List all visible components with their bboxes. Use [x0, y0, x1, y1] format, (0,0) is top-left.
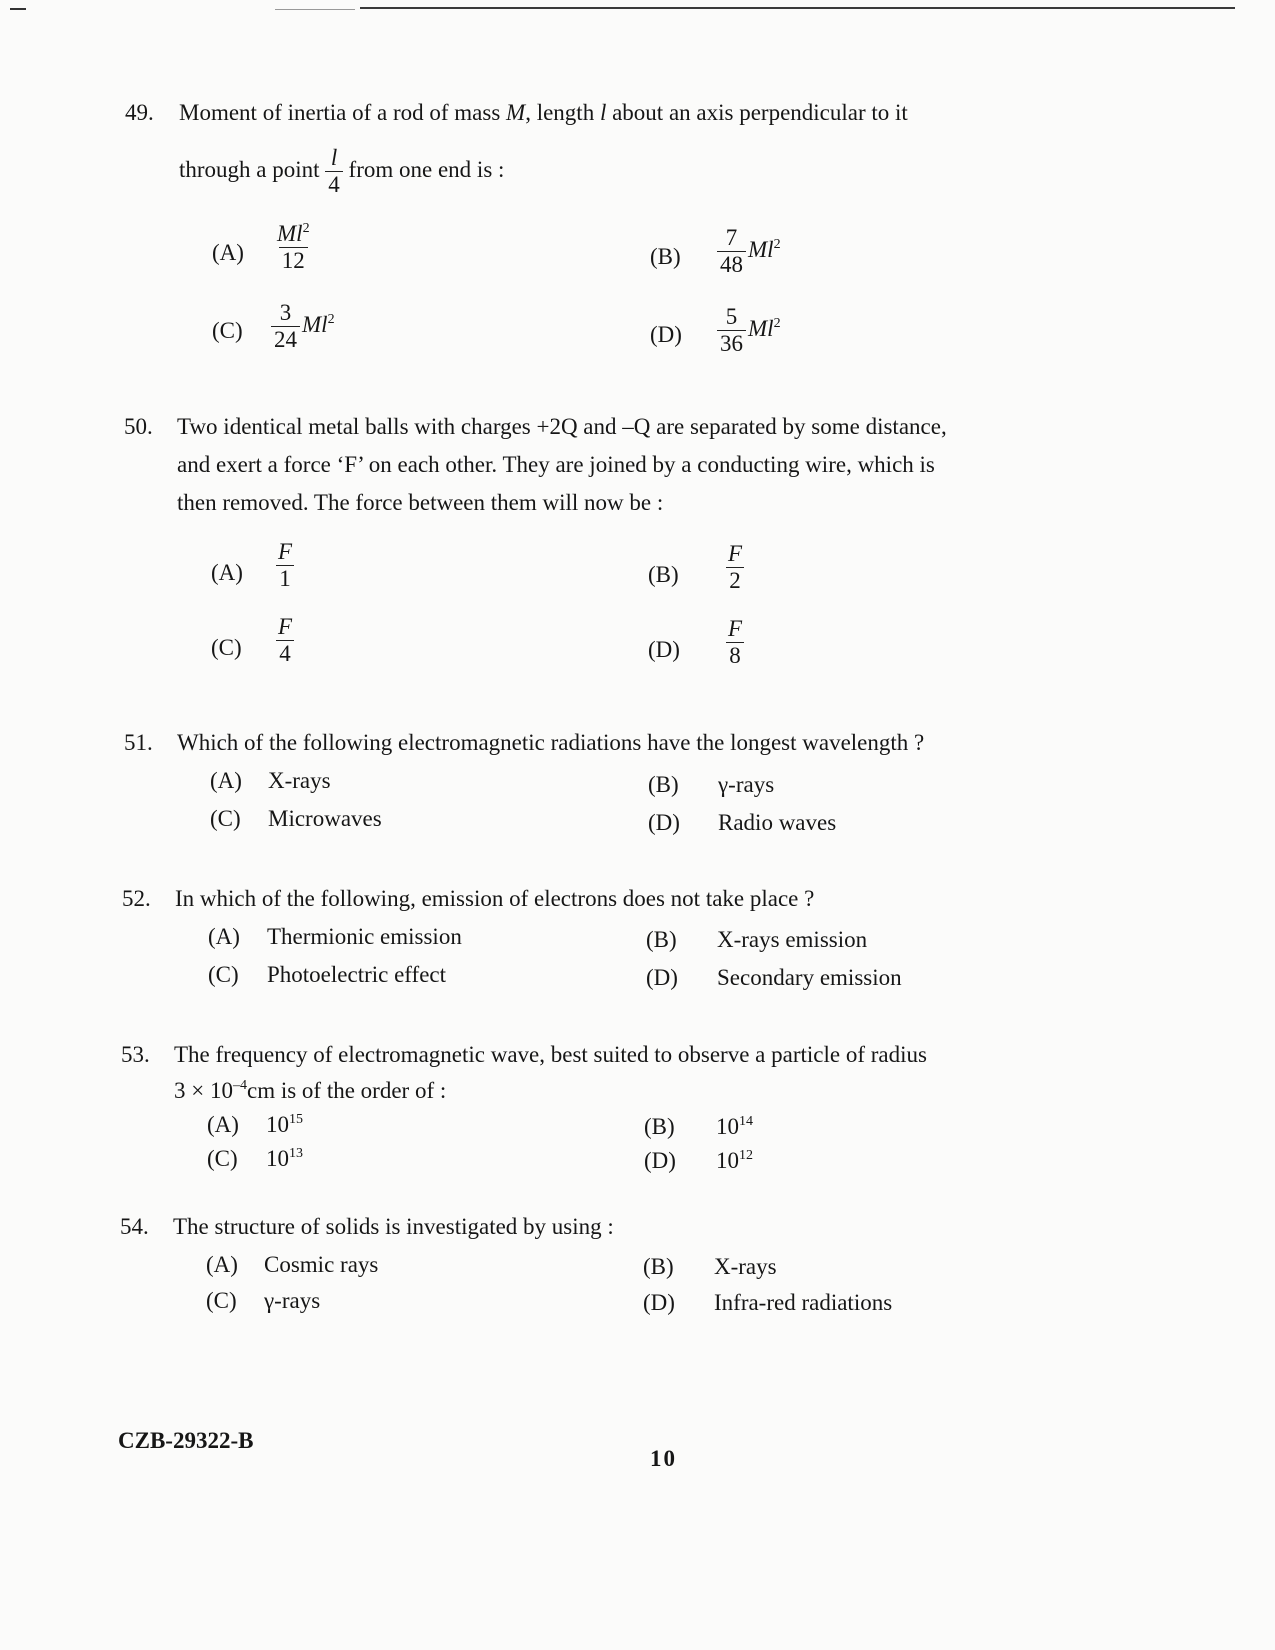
option-label-b: (B): [648, 562, 679, 587]
option-label-b: (B): [646, 927, 677, 952]
option-label-a: (A): [211, 560, 243, 585]
question-text: The structure of solids is investigated by using :: [173, 1214, 614, 1239]
option-label-d: (D): [648, 637, 680, 662]
question-number: 51.: [124, 730, 153, 755]
option-a-text: Thermionic emission: [267, 924, 462, 949]
option-b-text: X-rays emission: [717, 927, 868, 952]
option-b-value: $10^{14}$: [716, 1114, 753, 1139]
option-label-c: (C): [207, 1146, 238, 1171]
option-label-d: (D): [650, 322, 682, 347]
top-left-mark: [10, 8, 26, 10]
question-text-line-2: $3 \times 10^{-4}cm$ is of the order of :: [174, 1078, 447, 1103]
option-d-value: $\frac{F}{8}$: [728, 616, 743, 669]
option-label-a: (A): [207, 1112, 239, 1137]
option-label-a: (A): [210, 768, 242, 793]
option-label-c: (C): [206, 1288, 237, 1313]
question-number: 54.: [120, 1214, 149, 1239]
option-c-value: $10^{13}$: [266, 1146, 303, 1171]
option-label-a: (A): [212, 240, 244, 265]
option-b-text: γ-rays: [718, 772, 775, 797]
question-text: Which of the following electromagnetic radiations have the longest wavelength ?: [177, 730, 925, 755]
option-c-text: γ-rays: [264, 1288, 321, 1313]
top-rule-faint: [275, 9, 355, 10]
question-text-line-2: through a point $\frac{l}{4}$ from one end is :: [179, 145, 505, 198]
question-number: 53.: [121, 1042, 150, 1067]
fraction-l-over-4: $\frac{l}{4}$: [325, 146, 343, 197]
option-a-value: $10^{15}$: [266, 1112, 303, 1137]
option-c-value: $\frac{3}{24}$ Ml$^2$: [271, 301, 335, 352]
question-text-line-1: Two identical metal balls with charges +2Q and –Q are separated by some distance,: [177, 414, 947, 439]
question-text-line-1: The frequency of electromagnetic wave, best suited to observe a particle of radius: [174, 1042, 927, 1067]
option-c-value: $\frac{F}{4}$: [278, 614, 293, 667]
option-label-d: (D): [646, 965, 678, 990]
option-label-d: (D): [643, 1290, 675, 1315]
option-c-text: Photoelectric effect: [267, 962, 447, 987]
option-label-c: (C): [208, 962, 239, 987]
option-label-b: (B): [643, 1254, 674, 1279]
option-label-c: (C): [211, 635, 242, 660]
option-label-b: (B): [648, 772, 679, 797]
option-b-text: X-rays: [714, 1254, 777, 1279]
option-label-a: (A): [208, 924, 240, 949]
option-d-text: Infra-red radiations: [714, 1290, 893, 1315]
option-a-text: Cosmic rays: [264, 1252, 379, 1277]
option-label-c: (C): [210, 806, 241, 831]
option-b-value: $\frac{7}{48}$ Ml$^2$: [717, 226, 781, 277]
option-label-d: (D): [648, 810, 680, 835]
top-rule: [360, 7, 1235, 9]
question-number: 52.: [122, 886, 151, 911]
option-d-text: Radio waves: [718, 810, 837, 835]
option-label-c: (C): [212, 318, 243, 343]
option-d-text: Secondary emission: [717, 965, 902, 990]
option-c-text: Microwaves: [268, 806, 382, 831]
option-b-value: $\frac{F}{2}$: [728, 541, 743, 594]
option-d-value: $\frac{5}{36}$ Ml$^2$: [717, 305, 781, 356]
option-label-d: (D): [644, 1148, 676, 1173]
question-text: In which of the following, emission of electrons does not take place ?: [175, 886, 815, 911]
question-text-line-1: Moment of inertia of a rod of mass M, length l about an axis perpendicular to it: [179, 100, 908, 125]
option-label-b: (B): [644, 1114, 675, 1139]
option-a-value: $\frac{Ml^2}{12}$: [277, 221, 310, 274]
option-a-text: X-rays: [268, 768, 331, 793]
question-number: 49.: [125, 100, 154, 125]
option-d-value: $10^{12}$: [716, 1148, 753, 1173]
paper-code: CZB-29322-B: [118, 1428, 254, 1453]
option-label-b: (B): [650, 244, 681, 269]
option-a-value: $\frac{F}{1}$: [278, 539, 293, 592]
option-label-a: (A): [206, 1252, 238, 1277]
question-text-line-2: and exert a force ‘F’ on each other. They are joined by a conducting wire, which is: [177, 452, 935, 477]
question-text-line-3: then removed. The force between them will now be :: [177, 490, 664, 515]
page-number: 10: [650, 1446, 677, 1471]
question-number: 50.: [124, 414, 153, 439]
